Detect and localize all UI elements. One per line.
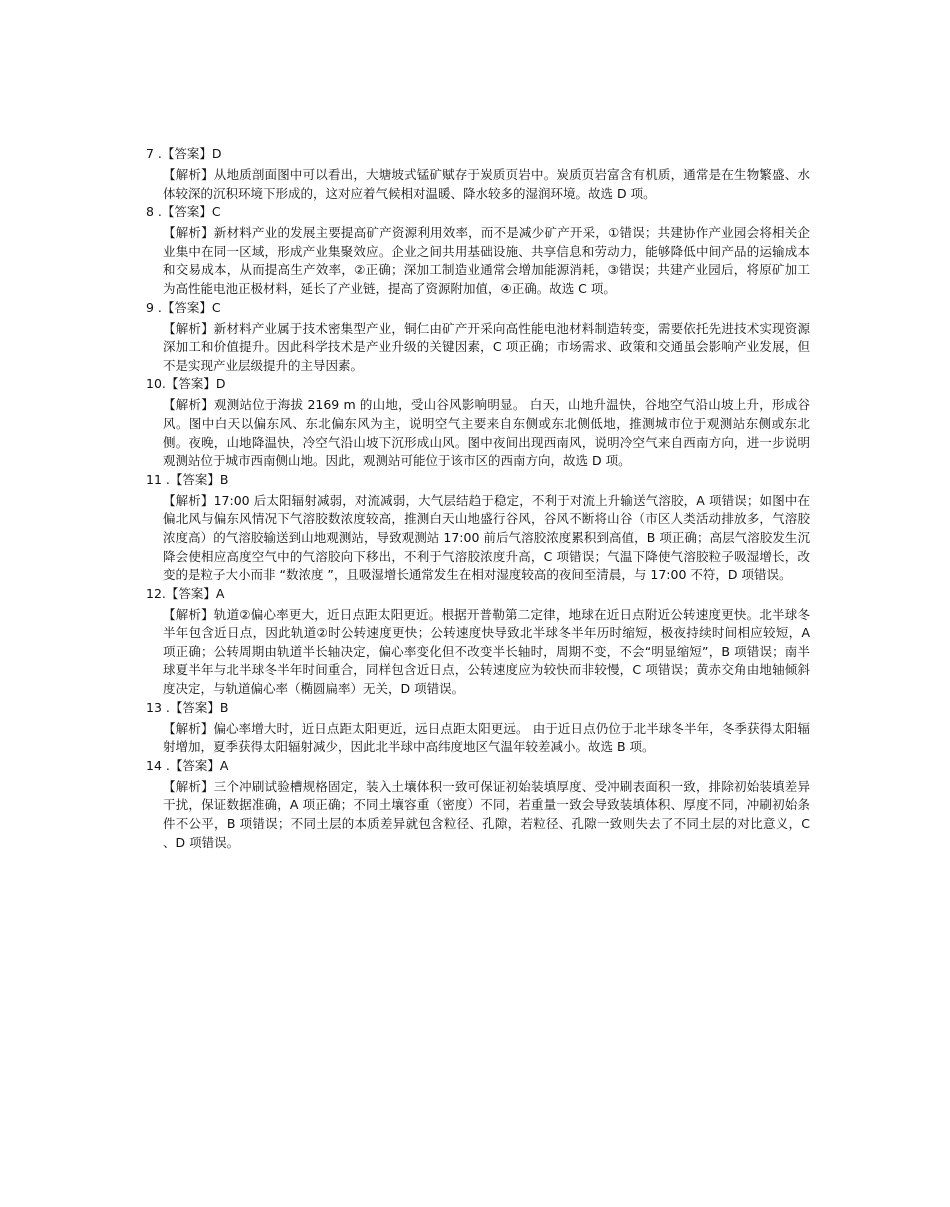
- analysis-text: 轨道②偏心率更大，近日点距太阳更近。根据开普勒第二定律，地球在近日点附近公转速度更快。北半球冬半年包含近日点，因此轨道②时公转速度更快；公转速度快导致北半球冬半年历时缩短，极夜持续时间相应较短，A 项正确；公转周期由轨道半长轴决定，偏心率变化但不改变半长轴时，周期不变，不会“明显缩短”，B 项错误；南半球夏半年与北半球冬半年时间重合，同样包含近日点，公转速度应为较快而非较慢，C 项错误；黄赤交角由地轴倾斜度决定，与轨道偏心率（椭圆扁率）无关，D 项错误。: [163, 606, 810, 697]
- question-11: [146, 471, 810, 585]
- answer-text: 【答案】A: [165, 585, 225, 601]
- analysis-text: 三个冲刷试验槽规格固定，装入土壤体积一致可保证初始装填厚度、受冲刷表面积一致，排除初始装填差异干扰，保证数据准确，A 项正确；不同土壤容重（密度）不同，若重量一致会导致装填体积、厚度不同，冲刷初始条件不公平，B 项错误；不同土层的本质差异就包含粒径、孔隙，若粒径、孔隙一致则失去了不同土层的对比意义，C 、D 项错误。: [163, 778, 810, 850]
- analysis-paragraph: [163, 606, 810, 699]
- analysis-label: 【解析】: [163, 606, 214, 622]
- question-14: [146, 757, 810, 852]
- question-number: 7 .: [146, 146, 162, 161]
- analysis-paragraph: [163, 492, 810, 585]
- question-9: [146, 299, 810, 376]
- answer-text: 【答案】B: [169, 471, 229, 487]
- answer-text: 【答案】C: [161, 204, 221, 220]
- analysis-label: 【解析】: [163, 720, 214, 736]
- analysis-text: 观测站位于海拔 2169 m 的山地，受山谷风影响明显。 白天，山地升温快，谷地空气沿山坡上升，形成谷风。图中白天以偏东风、东北偏东风为主，说明空气主要来自东侧或东北侧低地，推测城市位于观测站东侧或东北侧。夜晚，山地降温快，冷空气沿山坡下沉形成山风。图中夜间出现西南风，说明冷空气来自西南方向，进一步说明观测站位于城市西南侧山地。因此，观测站可能位于该市区的西南方向，故选 D 项。: [163, 397, 810, 469]
- answer-text: 【答案】D: [161, 146, 222, 161]
- answer-line: [146, 375, 810, 393]
- answer-line: [146, 757, 810, 775]
- analysis-label: 【解析】: [163, 320, 214, 336]
- question-number: 8 .: [146, 204, 162, 220]
- question-number: 11 .: [146, 471, 170, 487]
- answer-line: [146, 299, 810, 317]
- question-number: 9 .: [146, 299, 162, 315]
- question-number: 10.: [146, 376, 166, 392]
- analysis-label: 【解析】: [163, 397, 214, 413]
- analysis-label: 【解析】: [163, 778, 214, 794]
- answer-text: 【答案】B: [169, 699, 229, 715]
- analysis-paragraph: [163, 166, 810, 203]
- analysis-text: 新材料产业属于技术密集型产业，铜仁由矿产开采向高性能电池材料制造转变，需要依托先进技术实现资源深加工和价值提升。因此科学技术是产业升级的关键因素，C 项正确；市场需求、政策和交通虽会影响产业发展，但不是实现产业层级提升的主导因素。: [163, 320, 810, 373]
- analysis-text: 17:00 后太阳辐射减弱，对流减弱，大气层结趋于稳定，不利于对流上升输送气溶胶，A 项错误；如图中在偏北风与偏东风情况下气溶胶数浓度较高，推测白天山地盛行谷风，谷风不断将山谷（市区人类活动排放多，气溶胶浓度高）的气溶胶输送到山地观测站，导致观测站 17:00 前后气溶胶浓度累积到高值，B 项正确；高层气溶胶发生沉降会使相应高度空气中的气溶胶向下移出，不利于气溶胶浓度升高，C 项错误；气温下降使气溶胶粒子吸湿增长，改变的是粒子大小而非 “数浓度 ”，且吸湿增长通常发生在相对湿度较高的夜间至清晨，与 17:00 不符，D 项错误。: [163, 492, 810, 583]
- question-number: 14 .: [146, 757, 170, 773]
- answer-text: 【答案】A: [169, 757, 229, 773]
- analysis-text: 新材料产业的发展主要提高矿产资源利用效率，而不是减少矿产开采，①错误；共建协作产业园会将相关企业集中在同一区域，形成产业集聚效应。企业之间共用基础设施、共享信息和劳动力，能够降低中间产品的运输成本和交易成本，从而提高生产效率，②正确；深加工制造业通常会增加能源消耗，③错误；共建产业园后，将原矿加工为高性能电池正极材料，延长了产业链，提高了资源附加值，④正确。故选 C 项。: [163, 225, 810, 296]
- answer-line: [146, 145, 810, 163]
- question-10: [146, 375, 810, 470]
- answer-text: 【答案】D: [165, 376, 226, 392]
- analysis-label: 【解析】: [163, 167, 214, 182]
- question-13: [146, 699, 810, 757]
- analysis-text: 偏心率增大时，近日点距太阳更近，远日点距太阳更远。 由于近日点仍位于北半球冬半年，冬季获得太阳辐射增加，夏季获得太阳辐射减少，因此北半球中高纬度地区气温年较差减小。故选 B 项。: [163, 720, 810, 755]
- analysis-label: 【解析】: [163, 225, 214, 241]
- analysis-paragraph: [163, 720, 810, 757]
- answer-line: [146, 471, 810, 489]
- analysis-paragraph: [163, 224, 810, 298]
- question-7: [146, 145, 810, 203]
- answer-line: [146, 699, 810, 717]
- analysis-paragraph: [163, 778, 810, 852]
- answer-key-content: [146, 145, 810, 852]
- answer-line: [146, 585, 810, 603]
- analysis-paragraph: [163, 320, 810, 376]
- question-12: [146, 585, 810, 699]
- analysis-text: 从地质剖面图中可以看出，大塘坡式锰矿赋存于炭质页岩中。炭质页岩富含有机质，通常是在生物繁盛、水体较深的沉积环境下形成的，这对应着气候相对温暖、降水较多的湿润环境。故选 D 项。: [163, 167, 810, 201]
- analysis-paragraph: [163, 396, 810, 470]
- answer-text: 【答案】C: [161, 299, 221, 315]
- analysis-label: 【解析】: [163, 492, 214, 508]
- question-number: 13 .: [146, 699, 170, 715]
- question-number: 12.: [146, 585, 166, 601]
- answer-line: [146, 203, 810, 221]
- question-8: [146, 203, 810, 298]
